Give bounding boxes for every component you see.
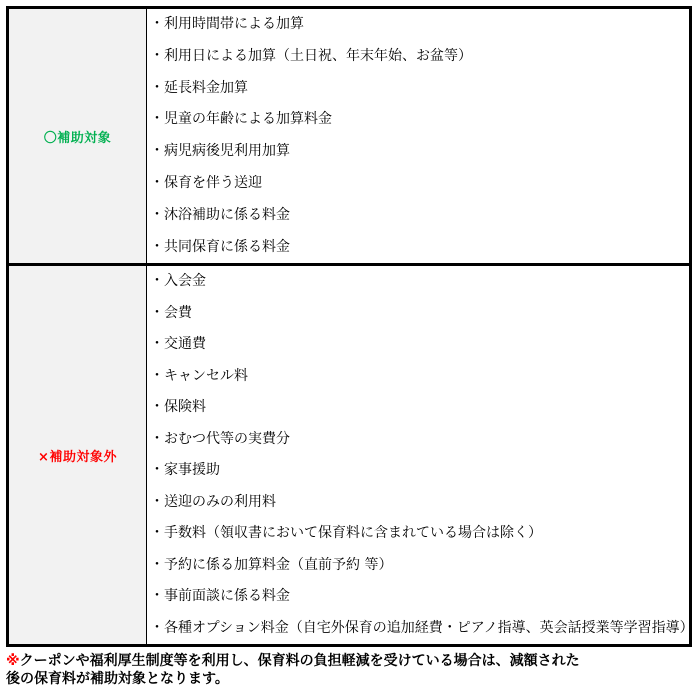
not-covered-item: ・送迎のみの利用料 bbox=[150, 493, 276, 510]
footnote-line1: クーポンや福利厚生制度等を利用し、保育料の負担軽減を受けている場合は、減額された bbox=[19, 653, 580, 669]
covered-items bbox=[147, 9, 689, 263]
not-covered-item: ・入会金 bbox=[150, 273, 206, 290]
not-covered-items bbox=[147, 266, 694, 644]
not-covered-item: ・交通費 bbox=[150, 336, 206, 353]
covered-item: ・利用日による加算（土日祝、年末年始、お盆等） bbox=[150, 47, 472, 64]
covered-item: ・児童の年齢による加算料金 bbox=[150, 111, 332, 128]
footnote-mark: ※ bbox=[6, 653, 20, 669]
not-covered-item: ・家事援助 bbox=[150, 462, 220, 479]
covered-item: ・沐浴補助に係る料金 bbox=[150, 206, 290, 223]
covered-item: ・共同保育に係る料金 bbox=[150, 238, 290, 255]
covered-item: ・保育を伴う送迎 bbox=[150, 174, 262, 191]
not-covered-item: ・事前面談に係る料金 bbox=[150, 588, 290, 605]
covered-section bbox=[9, 9, 689, 266]
not-covered-item: ・予約に係る加算料金（直前予約 等） bbox=[150, 556, 393, 573]
footnote bbox=[6, 652, 696, 688]
not-covered-item: ・キャンセル料 bbox=[150, 367, 248, 384]
not-covered-item: ・各種オプション料金（自宅外保育の追加経費・ピアノ指導、英会話授業等学習指導） bbox=[150, 619, 694, 636]
not-covered-item: ・手数料（領収書において保育料に含まれている場合は除く） bbox=[150, 525, 542, 542]
covered-label: 〇補助対象 bbox=[9, 9, 147, 263]
not-covered-label: ×補助対象外 bbox=[9, 266, 147, 644]
covered-item: ・病児病後児利用加算 bbox=[150, 143, 290, 160]
not-covered-item: ・会費 bbox=[150, 304, 192, 321]
not-covered-section bbox=[9, 266, 694, 644]
covered-item: ・利用時間帯による加算 bbox=[150, 16, 304, 32]
covered-item: ・延長料金加算 bbox=[150, 79, 248, 96]
footnote-line2: 後の保育料が補助対象となります。 bbox=[6, 671, 229, 687]
not-covered-item: ・おむつ代等の実費分 bbox=[150, 430, 290, 447]
not-covered-item: ・保険料 bbox=[150, 399, 206, 416]
subsidy-table bbox=[6, 6, 692, 647]
